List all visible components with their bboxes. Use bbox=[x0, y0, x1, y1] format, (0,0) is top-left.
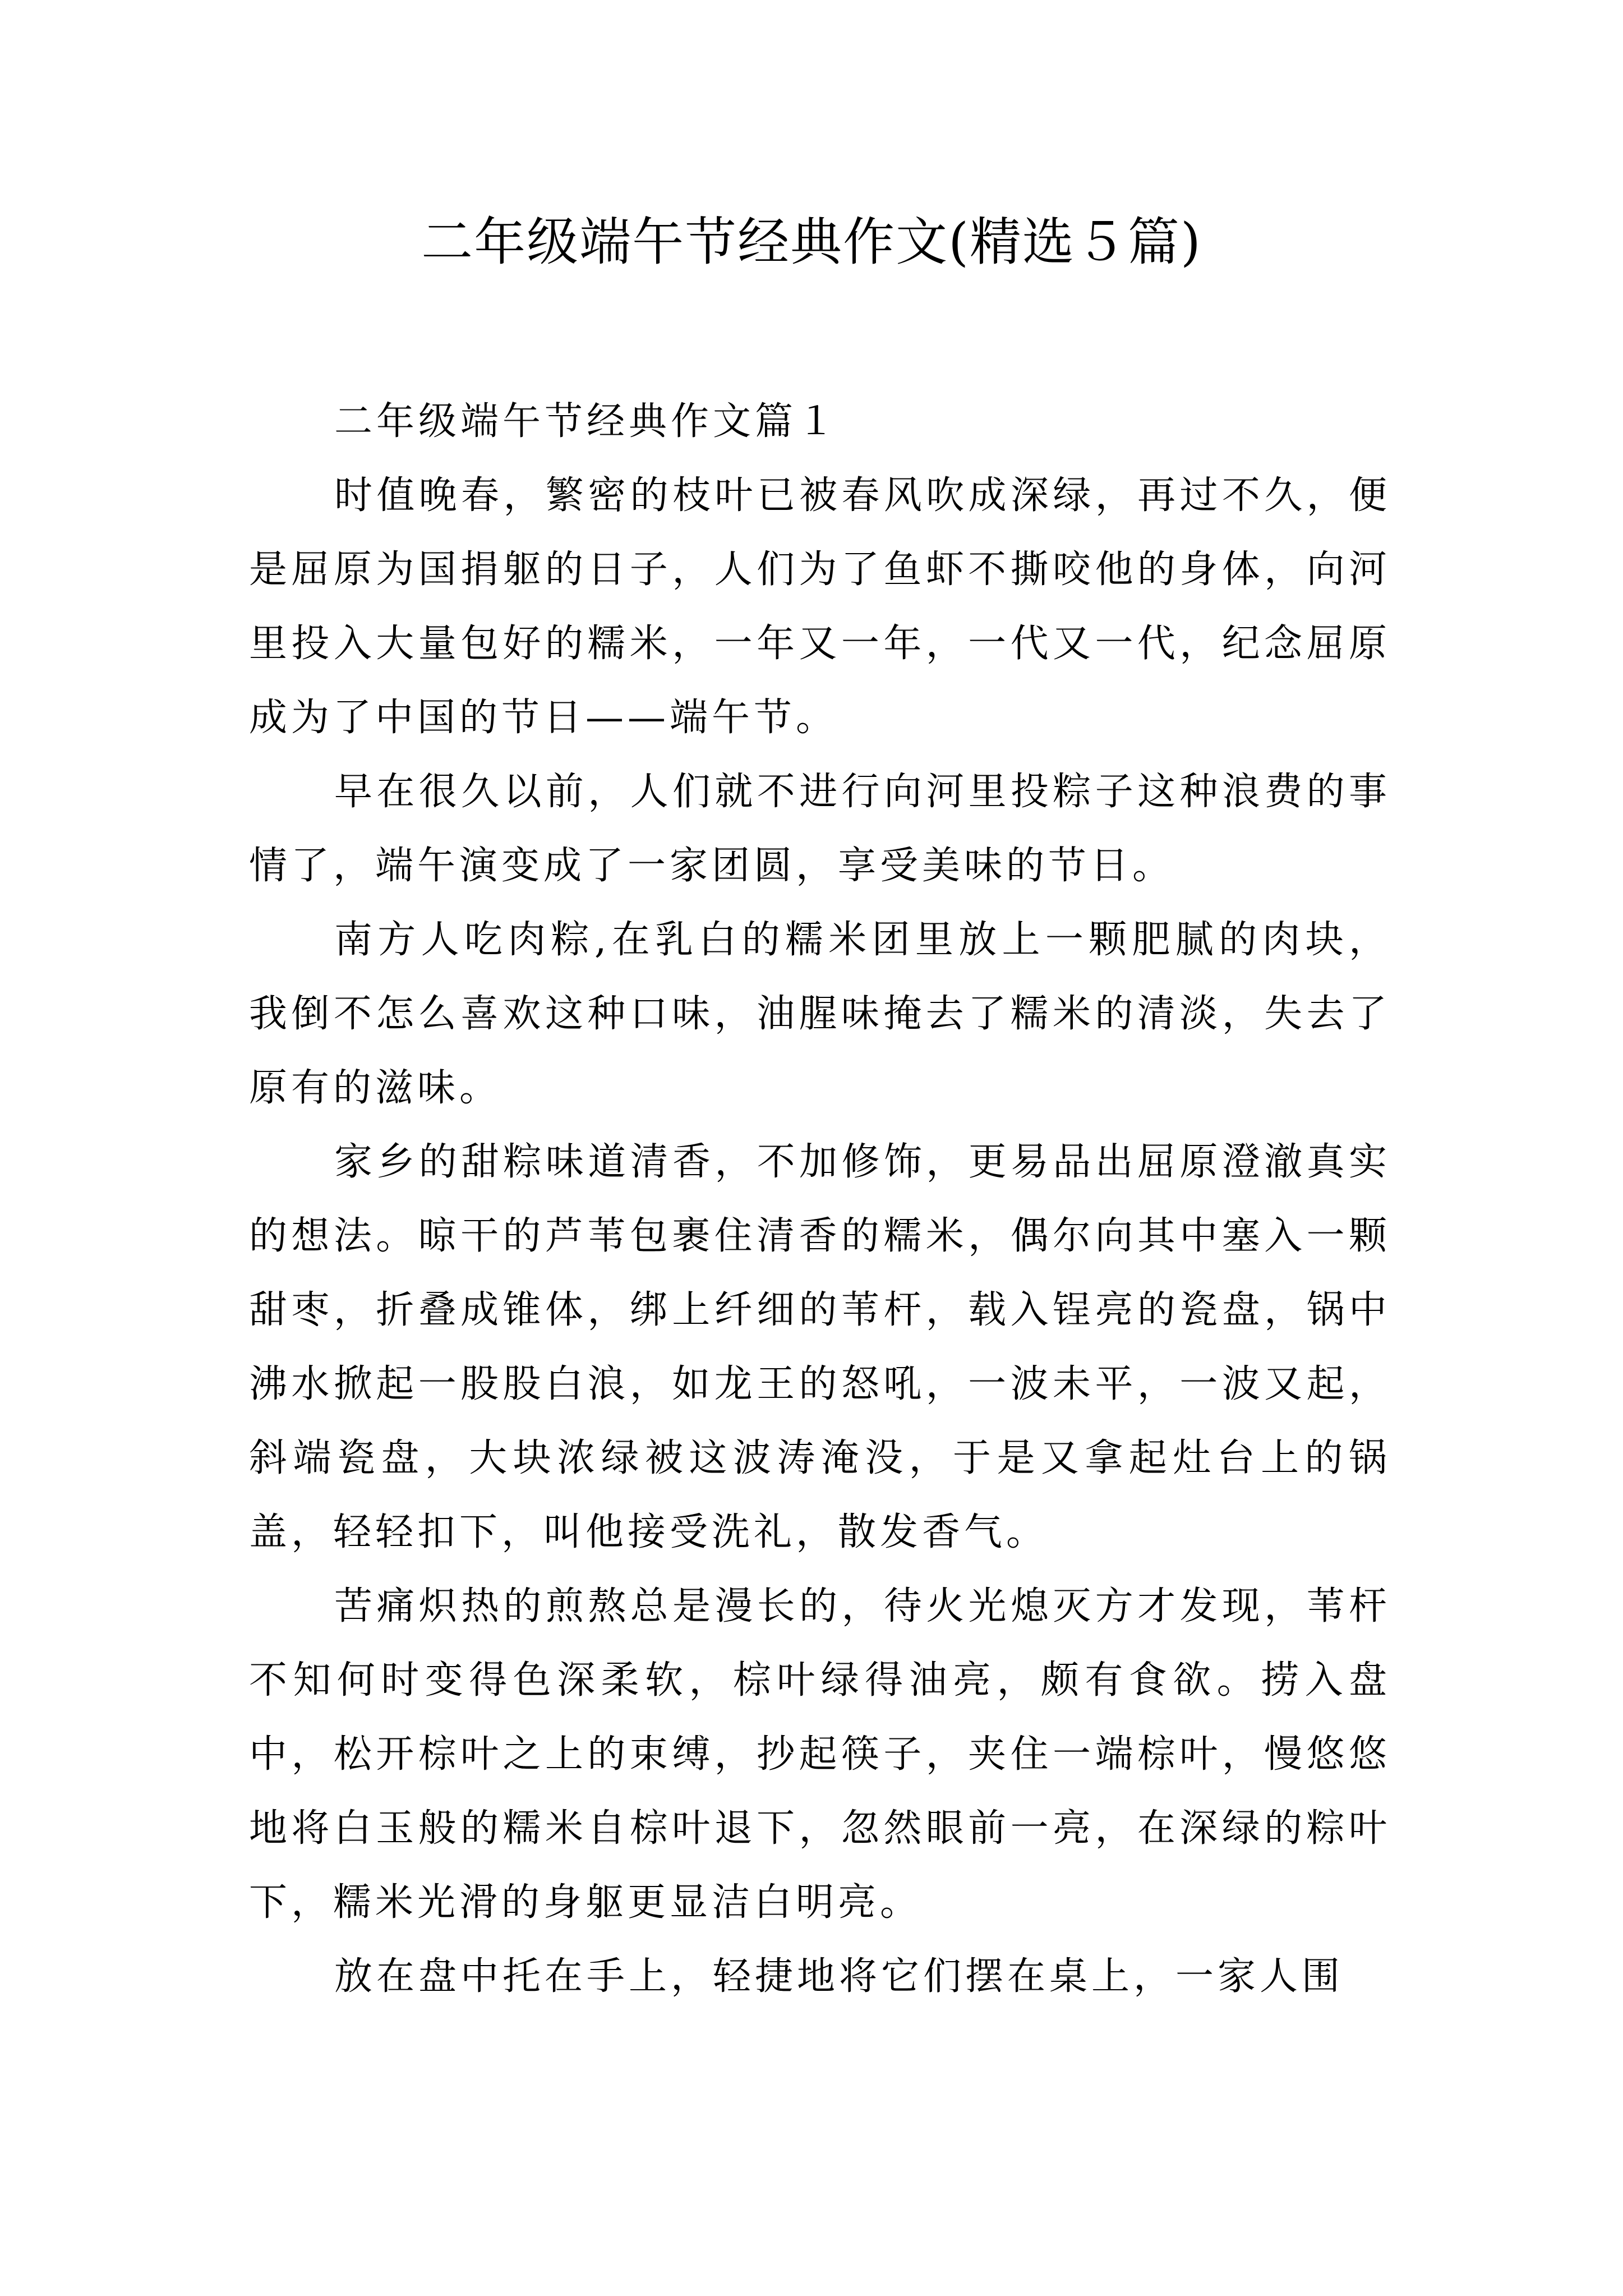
paragraph: 早在很久以前，人们就不进行向河里投粽子这种浪费的事情了，端午演变成了一家团圆，享受美味的节日。 bbox=[249, 770, 1391, 888]
paragraph: 放在盘中托在手上，轻捷地将它们摆在桌上，一家人围 bbox=[334, 1954, 1344, 1999]
paragraph: 家乡的甜粽味道清香，不加修饰，更易品出屈原澄澈真实的想法。晾干的芦苇包裹住清香的糯米，偶尔向其中塞入一颗甜枣，折叠成锥体，绑上纤细的苇杆，载入锃亮的瓷盘，锅中沸水掀起一股股白浪，如龙王的怒吼，一波未平，一波又起，斜端瓷盘，大块浓绿被这波涛淹没，于是又拿起灶台上的锅盖，轻轻扣下，叫他接受洗礼，散发香气。 bbox=[249, 1140, 1391, 1554]
paragraph: 南方人吃肉粽,在乳白的糯米团里放上一颗肥腻的肉块，我倒不怎么喜欢这种口味，油腥味掩去了糯米的清淡，失去了原有的滋味。 bbox=[249, 918, 1391, 1110]
paragraph: 苦痛炽热的煎熬总是漫长的，待火光熄灭方才发现，苇杆不知何时变得色深柔软，棕叶绿得油亮，颇有食欲。捞入盘中，松开棕叶之上的束缚，抄起筷子，夹住一端棕叶，慢悠悠地将白玉般的糯米自棕叶退下，忽然眼前一亮，在深绿的粽叶下，糯米光滑的身躯更显洁白明亮。 bbox=[249, 1584, 1391, 1925]
section-heading: 二年级端午节经典作文篇１ bbox=[334, 399, 840, 444]
document-title: 二年级端午节经典作文(精选５篇) bbox=[421, 212, 1202, 272]
document-body bbox=[249, 385, 1391, 2014]
paragraph: 时值晚春，繁密的枝叶已被春风吹成深绿，再过不久，便是屈原为国捐躯的日子，人们为了鱼虾不撕咬他的身体，向河里投入大量包好的糯米，一年又一年，一代又一代，纪念屈原成为了中国的节日——端午节。 bbox=[249, 473, 1391, 740]
